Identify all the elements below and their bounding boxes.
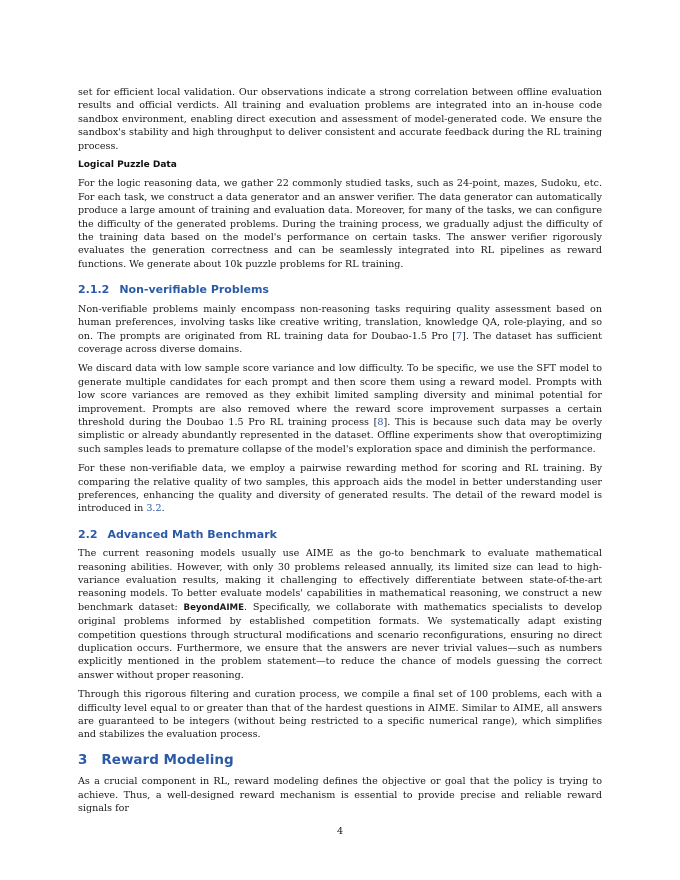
text-span: ]. This is because such data may be overly simplistic or already abundantly represented in the dataset. Offline experiments show that overoptimizing such samples leads to premature collapse of the model's exploration space and diminish the performance.	[78, 416, 602, 455]
paragraph-final-set: Through this rigorous filtering and curation process, we compile a final set of 100 problems, each with a difficulty level equal to or greater than that of the hardest questions in AIME. Similar to AIME, all answers are guaranteed to be integers (without being restricted to a specific numerical range), which simplifies and stabilizes the evaluation process.	[78, 689, 602, 741]
page-content	[78, 86, 602, 822]
subsection-number: 2.1.2	[78, 283, 110, 297]
section-title: Reward Modeling	[101, 751, 234, 768]
subsection-number: 2.2	[78, 527, 98, 541]
section-heading-reward-modeling	[78, 751, 602, 768]
text-span: ]. The dataset has sufficient coverage across diverse domains.	[78, 330, 602, 355]
page-number: 4	[336, 826, 344, 837]
section-reference-link[interactable]: 3.2	[146, 503, 162, 515]
citation-link[interactable]: 8	[377, 416, 384, 428]
benchmark-name: BeyondAIME	[183, 602, 244, 613]
paragraph-pairwise-reward	[78, 462, 602, 516]
paragraph-data-filtering	[78, 362, 602, 456]
section-number: 3	[78, 751, 88, 768]
paragraph-logical-puzzle: For the logic reasoning data, we gather 22 commonly studied tasks, such as 24-point, mazes, Sudoku, etc. For each task, we construct a data generator and an answer verifier. The data generator can automatically produce a large amount of training and evaluation data. Moreover, for many of the tasks, we can configure the difficulty of the generated problems. During the training process, we gradually adjust the difficulty of the training data based on the model's performance on certain tasks. The answer verifier rigorously evaluates the generation correctness and can be seamlessly integrated into RL pipelines as reward functions. We generate about 10k puzzle problems for RL training.	[78, 178, 602, 270]
paragraph-beyondaime	[78, 547, 602, 682]
paragraph-reward-intro: As a crucial component in RL, reward modeling defines the objective or goal that the policy is trying to achieve. Thus, a well-designed reward mechanism is essential to provide precise and reliable reward signals for	[78, 776, 602, 815]
subsection-heading-math-benchmark	[78, 528, 602, 541]
paragraph-code-sandbox: set for efficient local validation. Our observations indicate a strong correlation between offline evaluation results and official verdicts. All training and evaluation problems are integrated into an in-house code sandbox environment, enabling direct execution and assessment of model-generated code. We ensure the sandbox's stability and high throughput to deliver consistent and accurate feedback during the RL training process.	[78, 87, 602, 152]
text-span: .	[161, 503, 165, 515]
subsection-title: Non-verifiable Problems	[119, 283, 269, 297]
text-span: Non-verifiable problems mainly encompass non-reasoning tasks requiring quality assessment based on human preferences, involving tasks like creative writing, translation, knowledge QA, role-playing, and so on. The prompts are originated from RL training data for Doubao-1.5 Pro [	[78, 303, 602, 342]
subsection-title: Advanced Math Benchmark	[107, 527, 277, 541]
text-span: For these non-verifiable data, we employ a pairwise rewarding method for scoring and RL training. By comparing the relative quality of two samples, this approach aids the model in better understanding user preferences, enhancing the quality and diversity of generated results. The detail of the reward model is introduced in	[78, 463, 602, 515]
paragraph-non-verifiable-intro	[78, 303, 602, 357]
subsection-heading-non-verifiable	[78, 283, 602, 296]
text-span: . Specifically, we collaborate with mathematics specialists to develop original problems informed by established competition formats. We systematically adapt existing competition questions through structural modifications and scenario reconfigurations, ensuring no direct duplication occurs. Furthermore, we ensure that the answers are never trivial values—such as numbers explicitly mentioned in the problem statement—to reduce the chance of models guessing the correct answer without proper reasoning.	[78, 601, 602, 681]
text-span: The current reasoning models usually use AIME as the go-to benchmark to evaluate mathematical reasoning abilities. However, with only 30 problems released annually, its limited size can lead to high-variance evaluation results, making it challenging to effectively differentiate between state-of-the-art reasoning models. To better evaluate models' capabilities in mathematical reasoning, we construct a new benchmark dataset:	[78, 548, 602, 613]
citation-link[interactable]: 7	[456, 330, 463, 342]
paragraph-heading-logical-puzzle: Logical Puzzle Data	[78, 160, 177, 171]
text-span: We discard data with low sample score variance and low difficulty. To be specific, we use the SFT model to generate multiple candidates for each prompt and then score them using a reward model. Prompts with low score variances are removed as they exhibit limited sampling diversity and minimal potential for improvement. Prompts are also removed where the reward score improvement surpasses a certain threshold during the Doubao 1.5 Pro RL training process [	[78, 363, 602, 428]
